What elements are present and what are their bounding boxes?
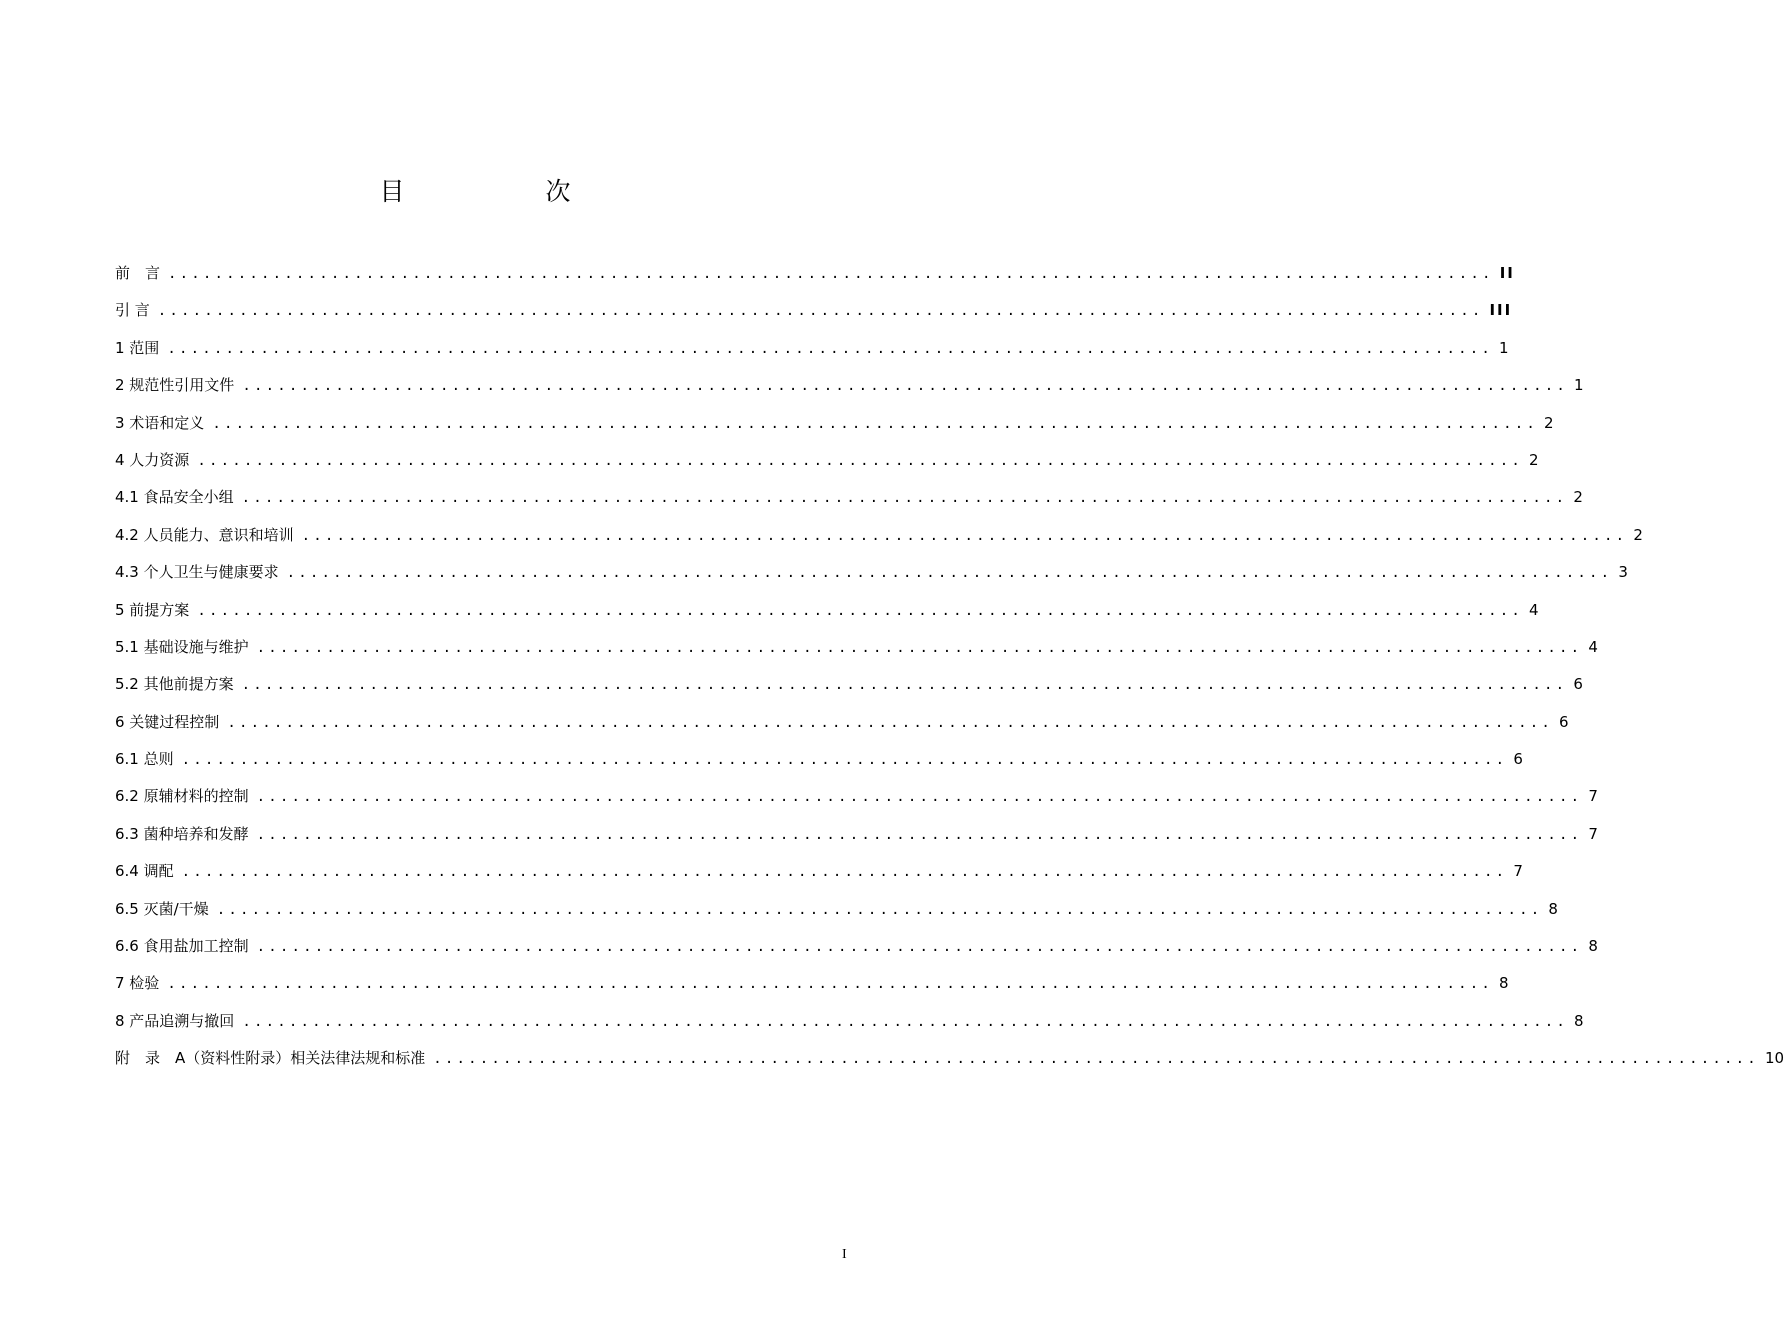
- dot-leader: ..................................................................................................................: [212, 415, 1538, 432]
- toc-entry-page: 7: [1588, 824, 1598, 843]
- toc-entry-label: 4.1 食品安全小组: [115, 488, 234, 507]
- toc-entry-label: 5.1 基础设施与维护: [115, 637, 249, 656]
- toc-entry-label: 前 言: [115, 264, 161, 282]
- toc-entry-label: 1 范围: [115, 338, 160, 357]
- toc-entry-label: 7 检验: [115, 974, 160, 993]
- toc-entry-label: 6.6 食用盐加工控制: [115, 937, 249, 956]
- dot-leader: ..................................................................................................................: [181, 752, 1508, 769]
- toc-entry-appendix[interactable]: [115, 1047, 1784, 1084]
- toc-entry-page: 4: [1529, 600, 1539, 619]
- toc-entry-page: 8: [1574, 1011, 1584, 1030]
- toc-entry-page: 2: [1633, 525, 1643, 544]
- toc-entry-page: 8: [1548, 899, 1558, 918]
- toc-entry-page: 6: [1559, 712, 1569, 731]
- toc-entry[interactable]: [115, 823, 1598, 860]
- toc-entry[interactable]: [115, 1010, 1584, 1047]
- toc-entry-label: 4.2 人员能力、意识和培训: [115, 525, 294, 544]
- toc-entry-page: 2: [1573, 488, 1583, 507]
- toc-entry-label: 4.3 个人卫生与健康要求: [115, 563, 279, 582]
- toc-entry[interactable]: [115, 860, 1523, 897]
- toc-entry-label: 5 前提方案: [115, 600, 190, 619]
- toc-entry-page: 10: [1764, 1049, 1784, 1068]
- dot-leader: ..................................................................................................................: [433, 1051, 1759, 1068]
- dot-leader: ..................................................................................................................: [181, 864, 1508, 881]
- toc-entry-foreword[interactable]: [115, 262, 1515, 299]
- toc-entry-label: 6 关键过程控制: [115, 712, 220, 731]
- toc-entry-page: 3: [1618, 563, 1628, 582]
- toc-entry[interactable]: [115, 486, 1583, 523]
- toc-entry-page: II: [1499, 264, 1515, 282]
- toc-entry-page: III: [1489, 301, 1513, 320]
- toc-entry-label: 引 言: [115, 301, 150, 320]
- dot-leader: ..................................................................................................................: [167, 340, 1493, 357]
- toc-entry-label: 6.1 总则: [115, 750, 174, 769]
- dot-leader: ..................................................................................................................: [241, 677, 1568, 694]
- dot-leader: ..................................................................................................................: [227, 714, 1553, 731]
- toc-entry-label: 附 录 A（资料性附录）相关法律法规和标准: [115, 1049, 426, 1068]
- toc-entry[interactable]: [115, 636, 1598, 673]
- toc-entry-label: 6.4 调配: [115, 862, 174, 881]
- dot-leader: ..................................................................................................................: [256, 789, 1583, 806]
- toc-entry[interactable]: [115, 972, 1509, 1009]
- toc-entry[interactable]: [115, 449, 1539, 486]
- toc-entry-label: 8 产品追溯与撤回: [115, 1011, 235, 1030]
- table-of-contents: [115, 262, 1784, 1085]
- toc-entry-page: 6: [1573, 675, 1583, 694]
- toc-entry[interactable]: [115, 337, 1509, 374]
- toc-entry-page: 2: [1544, 413, 1554, 432]
- dot-leader: ..................................................................................................................: [167, 976, 1493, 993]
- toc-entry-page: 8: [1588, 937, 1598, 956]
- toc-entry[interactable]: [115, 898, 1558, 935]
- toc-entry[interactable]: [115, 561, 1628, 598]
- toc-entry-label: 3 术语和定义: [115, 413, 205, 432]
- toc-entry-page: 4: [1588, 637, 1598, 656]
- toc-entry[interactable]: [115, 711, 1569, 748]
- dot-leader: ..................................................................................................................: [168, 266, 1494, 282]
- page-number: I: [842, 1247, 847, 1262]
- dot-leader: ..................................................................................................................: [216, 901, 1543, 918]
- toc-entry[interactable]: [115, 599, 1539, 636]
- toc-entry[interactable]: [115, 935, 1598, 972]
- toc-entry-label: 6.2 原辅材料的控制: [115, 787, 249, 806]
- toc-entry[interactable]: [115, 374, 1584, 411]
- dot-leader: ..................................................................................................................: [197, 452, 1523, 469]
- toc-entry[interactable]: [115, 524, 1643, 561]
- dot-leader: ..................................................................................................................: [241, 490, 1568, 507]
- toc-entry-page: 8: [1499, 974, 1509, 993]
- toc-entry-page: 2: [1529, 450, 1539, 469]
- toc-entry-label: 4 人力资源: [115, 450, 190, 469]
- dot-leader: ..................................................................................................................: [301, 527, 1628, 544]
- toc-entry-label: 2 规范性引用文件: [115, 376, 235, 395]
- toc-entry-label: 6.5 灭菌/干燥: [115, 899, 209, 918]
- toc-entry-page: 1: [1499, 338, 1509, 357]
- dot-leader: ..................................................................................................................: [242, 1013, 1568, 1030]
- toc-entry-page: 7: [1513, 862, 1523, 881]
- toc-entry[interactable]: [115, 748, 1523, 785]
- page-title: 目 次: [379, 177, 629, 206]
- toc-entry[interactable]: [115, 785, 1598, 822]
- toc-entry-label: 6.3 菌种培养和发酵: [115, 824, 249, 843]
- dot-leader: ..................................................................................................................: [157, 303, 1484, 320]
- toc-entry[interactable]: [115, 412, 1554, 449]
- dot-leader: ..................................................................................................................: [256, 939, 1583, 956]
- toc-entry-page: 7: [1588, 787, 1598, 806]
- toc-entry[interactable]: [115, 673, 1583, 710]
- toc-entry-page: 6: [1513, 750, 1523, 769]
- toc-entry-label: 5.2 其他前提方案: [115, 675, 234, 694]
- dot-leader: ..................................................................................................................: [242, 378, 1568, 395]
- dot-leader: ..................................................................................................................: [256, 826, 1583, 843]
- toc-entry-introduction[interactable]: [115, 299, 1513, 336]
- dot-leader: ..................................................................................................................: [286, 565, 1613, 582]
- dot-leader: ..................................................................................................................: [256, 639, 1583, 656]
- dot-leader: ..................................................................................................................: [197, 602, 1523, 619]
- toc-entry-page: 1: [1574, 376, 1584, 395]
